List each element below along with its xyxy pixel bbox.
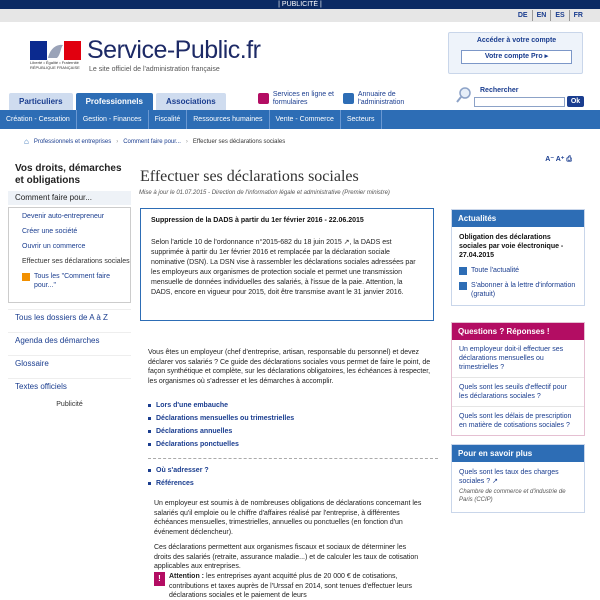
lang-fr[interactable]: FR xyxy=(569,10,587,21)
sidebar-list xyxy=(8,207,131,303)
subnav-creation[interactable]: Création - Cessation xyxy=(0,110,77,129)
lang-en[interactable]: EN xyxy=(532,10,551,21)
main-header xyxy=(139,168,444,196)
toc-link[interactable]: Déclarations ponctuelles xyxy=(148,438,438,451)
sidebar-item[interactable]: Ouvrir un commerce xyxy=(22,243,86,250)
toc-link[interactable]: Déclarations annuelles xyxy=(148,425,438,438)
mail-icon xyxy=(459,282,467,290)
form-icon xyxy=(258,93,269,104)
subnav-fiscalite[interactable]: Fiscalité xyxy=(149,110,188,129)
body-text xyxy=(154,499,424,572)
divider xyxy=(148,451,438,459)
tab-associations[interactable]: Associations xyxy=(156,93,226,110)
sidebar-link[interactable]: Textes officiels xyxy=(8,378,131,395)
sidebar-subtitle[interactable]: Comment faire pour... xyxy=(8,191,131,205)
text-size-tools[interactable]: A⁻ A⁺ ⎙ xyxy=(545,156,572,163)
list-icon xyxy=(459,267,467,275)
breadcrumb: ⌂ Professionnels et entreprises › Comment faire pour... › Effectuer ses déclarations sociales xyxy=(24,137,286,146)
directory-icon xyxy=(343,93,354,104)
learn-more-source: Chambre de commerce et d'industrie de Paris (CCIP) xyxy=(459,489,566,503)
subnav-vente[interactable]: Vente - Commerce xyxy=(270,110,341,129)
attention-note xyxy=(154,572,424,600)
online-services-label: Services en ligne et formulaires xyxy=(272,90,334,106)
search-icon xyxy=(455,86,473,104)
newsletter-link[interactable]: S'abonner à la lettre d'information (gratuit) xyxy=(459,281,577,299)
pro-account-button[interactable]: Votre compte Pro ▸ xyxy=(461,50,572,64)
subnav-rh[interactable]: Ressources humaines xyxy=(187,110,269,129)
sidebar-item-current: Effectuer ses déclarations sociales xyxy=(22,258,130,265)
sidebar-publicity: Publicité xyxy=(56,401,83,408)
faq-box xyxy=(451,322,585,436)
notice-title: Suppression de la DADS à partir du 1er février 2016 - 22.06.2015 xyxy=(151,217,364,224)
faq-title: Questions ? Réponses ! xyxy=(452,323,584,340)
subnav xyxy=(0,110,600,129)
attention-text: les entreprises ayant acquitté plus de 20 000 € de cotisations, contributions et taxes auprès de l'Urssaf en 2014, sont tenues d'effectuer leurs déclarations sociales et le paiement de leurs xyxy=(169,573,413,599)
intro-text: Vous êtes un employeur (chef d'entreprise, artisan, responsable du personnel) et devez déclarer vos salariés ? Ce guide des déclarations sociales vous permet de faire le point, de façon synthétique et complète, sur les déclarations obligatoires, les échéances à respecter, les organismes où s'adresser et les démarches à accomplir. xyxy=(148,349,431,385)
breadcrumb-current: Effectuer ses déclarations sociales xyxy=(192,138,286,145)
site-tagline: Le site officiel de l'administration française xyxy=(89,66,220,73)
sidebar-all-link[interactable]: Tous les "Comment faire pour..." xyxy=(22,272,130,290)
sidebar-link[interactable]: Agenda des démarches xyxy=(8,332,131,349)
toc-link[interactable]: Lors d'une embauche xyxy=(148,399,438,412)
publicity-banner[interactable]: | PUBLICITÉ | xyxy=(0,0,600,9)
sidebar xyxy=(8,163,131,408)
subnav-gestion[interactable]: Gestion - Finances xyxy=(77,110,149,129)
sidebar-link[interactable]: Glossaire xyxy=(8,355,131,372)
top-bar xyxy=(0,0,600,22)
learn-more-box xyxy=(451,444,585,513)
online-services-link[interactable] xyxy=(258,88,338,109)
update-info: Mise à jour le 01.07.2015 - Direction de l'information légale et administrative (Premier ministre) xyxy=(139,190,390,196)
tab-particuliers[interactable]: Particuliers xyxy=(9,93,73,110)
faq-item[interactable]: Quels sont les seuils d'effectif pour les déclarations sociales ? xyxy=(452,378,584,407)
breadcrumb-item[interactable]: Professionnels et entreprises xyxy=(33,138,112,145)
warning-icon: ! xyxy=(154,572,165,586)
account-box xyxy=(448,32,583,74)
notice-text: Selon l'article 10 de l'ordonnance n°2015-682 du 18 juin 2015 ↗, la DADS est supprimée à partir du 1er février 2016 et remplacée par la déclaration sociale nominative (DSN). La DSN vise à rassembler les déclarations sociales adressées par les employeurs aux organismes de protection sociale et permet une transmission mensuelle de données individuelles des salariés, à l'issue de la paie. Attention, la DADS, encore en vigueur pour 2015, doit être transmise avant le 31 janvier 2016. xyxy=(151,239,416,296)
language-switcher xyxy=(514,10,587,21)
search-input[interactable] xyxy=(474,97,565,107)
marianne-logo[interactable] xyxy=(30,41,81,60)
sidebar-title: Vos droits, démarches et obligations xyxy=(15,163,122,186)
toc-link[interactable]: Références xyxy=(148,477,438,490)
sidebar-item[interactable]: Devenir auto-entrepreneur xyxy=(22,213,105,220)
directory-link[interactable] xyxy=(343,88,425,109)
lang-de[interactable]: DE xyxy=(517,12,528,19)
subnav-secteurs[interactable]: Secteurs xyxy=(341,110,382,129)
faq-item[interactable]: Un employeur doit-il effectuer ses déclarations mensuelles ou trimestrielles ? xyxy=(452,340,584,378)
learn-more-link[interactable]: Quels sont les taux des charges sociales ? ↗ xyxy=(459,469,559,485)
attention-label: Attention : xyxy=(169,573,204,580)
tab-professionnels[interactable]: Professionnels xyxy=(76,93,153,110)
toc-link[interactable]: Déclarations mensuelles ou trimestrielles xyxy=(148,412,438,425)
audience-tabs xyxy=(9,93,229,110)
paragraph: Un employeur est soumis à de nombreuses obligations de déclarations concernant les salariés qu'il emploie ou le chiffre d'affaires réalisé par l'entreprise, à différentes échéances mensuelles, trimestrielles, annuelles ou ponctuelles (en fonction d'un événement déclencheur). xyxy=(154,500,422,536)
search-label: Rechercher xyxy=(480,87,519,94)
logo-caption: Liberté • Égalité • Fraternité RÉPUBLIQUE FRANÇAISE xyxy=(30,60,80,70)
news-title: Actualités xyxy=(452,210,584,227)
site-logo-title[interactable]: Service-Public.fr xyxy=(87,36,261,64)
faq-item[interactable]: Quels sont les délais de prescription en matière de cotisations sociales ? xyxy=(459,413,572,429)
all-news-link[interactable]: Toute l'actualité xyxy=(459,266,577,275)
paragraph: Ces déclarations permettent aux organismes fiscaux et sociaux de déterminer les droits des salariés (retraite, assurance maladie...) et de calculer les taux de cotisation applicables aux entreprises. xyxy=(154,544,419,570)
arrow-icon xyxy=(22,273,30,281)
learn-more-title: Pour en savoir plus xyxy=(452,445,584,462)
sidebar-item[interactable]: Créer une société xyxy=(22,228,78,235)
breadcrumb-item[interactable]: Comment faire pour... xyxy=(123,138,181,145)
news-box xyxy=(451,209,585,306)
home-icon[interactable]: ⌂ xyxy=(24,137,29,146)
table-of-contents xyxy=(148,399,438,490)
search-ok-button[interactable]: Ok xyxy=(567,96,584,107)
news-notice xyxy=(140,208,434,321)
sidebar-link[interactable]: Tous les dossiers de A à Z xyxy=(8,309,131,326)
page-title: Effectuer ses déclarations sociales xyxy=(140,168,359,185)
news-item[interactable]: Obligation des déclarations sociales par voie électronique - 27.04.2015 xyxy=(459,234,564,259)
directory-label: Annuaire de l'administration xyxy=(357,90,405,106)
lang-es[interactable]: ES xyxy=(550,10,568,21)
account-title: Accéder à votre compte xyxy=(476,37,557,44)
toc-link[interactable]: Où s'adresser ? xyxy=(148,464,438,477)
